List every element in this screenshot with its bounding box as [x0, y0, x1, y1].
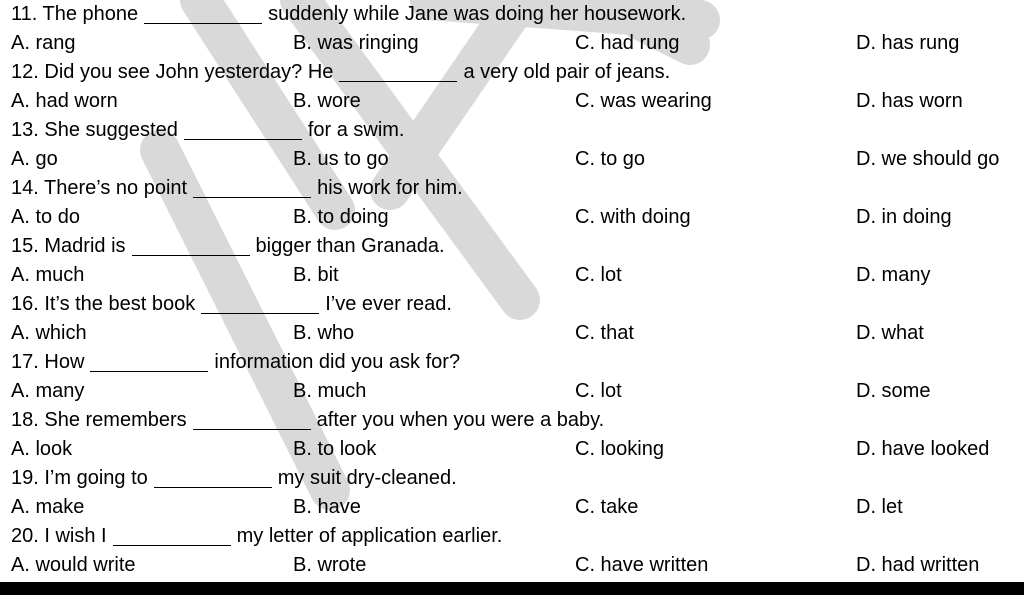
question-text-after: after you when you were a baby.	[316, 409, 605, 431]
question-19	[0, 464, 1024, 493]
option-b: B. to doing	[293, 206, 389, 228]
question-14	[0, 174, 1024, 203]
option-b: B. us to go	[293, 148, 389, 170]
question-number: 13.	[11, 119, 39, 141]
option-a: A. go	[11, 148, 58, 170]
option-c: C. lot	[575, 380, 622, 402]
question-text-before: Did you see John yesterday? He	[44, 61, 334, 83]
option-d: D. have looked	[856, 438, 990, 460]
option-a: A. had worn	[11, 90, 118, 112]
option-b: B. have	[293, 496, 361, 518]
option-d: D. we should go	[856, 148, 1000, 170]
question-text-after: information did you ask for?	[214, 351, 461, 373]
question-number: 18.	[11, 409, 39, 431]
question-text-before: It’s the best book	[44, 293, 196, 315]
option-c: C. take	[575, 496, 639, 518]
options-row	[0, 319, 1024, 348]
question-text-after: suddenly while Jane was doing her housework.	[268, 3, 687, 25]
option-d: D. in doing	[856, 206, 952, 228]
question-text-before: Madrid is	[44, 235, 126, 257]
options-row	[0, 435, 1024, 464]
question-20	[0, 522, 1024, 551]
question-text-before: How	[44, 351, 85, 373]
option-a: A. look	[11, 438, 73, 460]
options-row	[0, 203, 1024, 232]
answer-blank	[144, 22, 262, 24]
question-text-before: She suggested	[44, 119, 178, 141]
option-d: D. let	[856, 496, 903, 518]
option-b: B. wore	[293, 90, 361, 112]
option-a: A. to do	[11, 206, 80, 228]
options-row	[0, 87, 1024, 116]
option-a: A. which	[11, 322, 87, 344]
question-number: 20.	[11, 525, 39, 547]
question-text-after: my suit dry-cleaned.	[277, 467, 457, 489]
option-c: C. have written	[575, 554, 709, 576]
question-16	[0, 290, 1024, 319]
question-text-after: bigger than Granada.	[255, 235, 445, 257]
question-15	[0, 232, 1024, 261]
option-c: C. that	[575, 322, 634, 344]
answer-blank	[201, 312, 319, 314]
option-b: B. much	[293, 380, 367, 402]
option-a: A. rang	[11, 32, 76, 54]
options-row	[0, 377, 1024, 406]
answer-blank	[184, 138, 302, 140]
question-number: 16.	[11, 293, 39, 315]
question-text-before: She remembers	[44, 409, 187, 431]
question-number: 11.	[11, 3, 38, 25]
option-d: D. has worn	[856, 90, 963, 112]
question-text-after: his work for him.	[317, 177, 463, 199]
options-row	[0, 261, 1024, 290]
question-13	[0, 116, 1024, 145]
option-c: C. was wearing	[575, 90, 712, 112]
question-text-after: I’ve ever read.	[325, 293, 452, 315]
answer-blank	[193, 428, 311, 430]
option-b: B. who	[293, 322, 355, 344]
question-number: 19.	[11, 467, 39, 489]
option-b: B. bit	[293, 264, 339, 286]
question-number: 12.	[11, 61, 39, 83]
question-text-before: I’m going to	[44, 467, 148, 489]
question-12	[0, 58, 1024, 87]
answer-blank	[90, 370, 208, 372]
question-11	[0, 0, 1024, 29]
option-b: B. was ringing	[293, 32, 419, 54]
question-number: 14.	[11, 177, 39, 199]
option-c: C. had rung	[575, 32, 680, 54]
option-a: A. much	[11, 264, 85, 286]
option-c: C. with doing	[575, 206, 691, 228]
question-text-after: my letter of application earlier.	[236, 525, 503, 547]
question-text-before: There’s no point	[44, 177, 188, 199]
option-d: D. many	[856, 264, 931, 286]
answer-blank	[132, 254, 250, 256]
options-row	[0, 493, 1024, 522]
option-d: D. some	[856, 380, 931, 402]
option-d: D. had written	[856, 554, 980, 576]
option-c: C. looking	[575, 438, 664, 460]
answer-blank	[154, 486, 272, 488]
option-c: C. to go	[575, 148, 646, 170]
options-row	[0, 145, 1024, 174]
option-d: D. what	[856, 322, 924, 344]
option-a: A. make	[11, 496, 85, 518]
option-b: B. wrote	[293, 554, 367, 576]
question-number: 15.	[11, 235, 39, 257]
question-17	[0, 348, 1024, 377]
option-b: B. to look	[293, 438, 377, 460]
answer-blank	[339, 80, 457, 82]
options-row	[0, 551, 1024, 580]
question-text-before: The phone	[42, 3, 139, 25]
question-text-after: a very old pair of jeans.	[463, 61, 671, 83]
option-d: D. has rung	[856, 32, 960, 54]
answer-blank	[193, 196, 311, 198]
option-a: A. many	[11, 380, 85, 402]
question-text-after: for a swim.	[307, 119, 405, 141]
option-c: C. lot	[575, 264, 622, 286]
question-number: 17.	[11, 351, 39, 373]
option-a: A. would write	[11, 554, 136, 576]
answer-blank	[113, 544, 231, 546]
bottom-bar	[0, 582, 1024, 595]
question-text-before: I wish I	[44, 525, 107, 547]
question-18	[0, 406, 1024, 435]
options-row	[0, 29, 1024, 58]
